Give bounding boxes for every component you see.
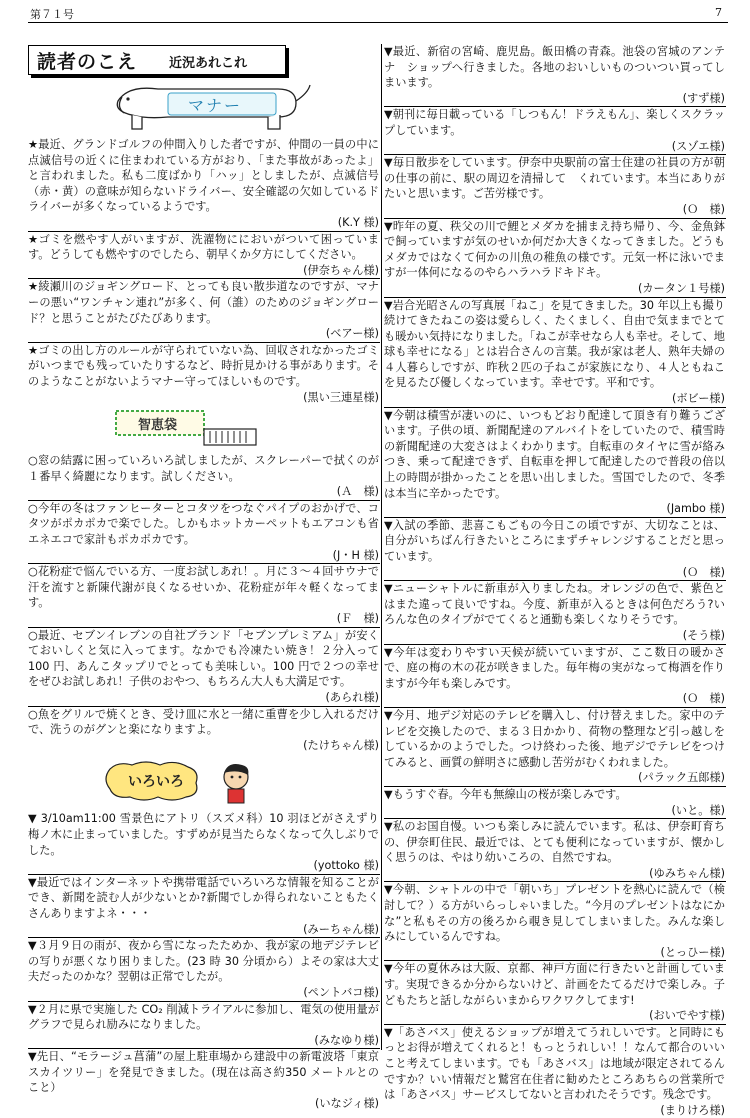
list-item: ○今年の冬はファンヒーターとコタツをつなぐパイプのおかげで、コタツがポカポカで楽でした。しかもホットカーペットもエアコンも省エネエコで家計もポカポカです。 (J・H 様) [28,501,380,564]
list-item: ▼３月９日の雨が、夜から雪になったためか、我が家の地デジテレビの写りが悪くなり困りました。(23 時 30 分頃から）よその家は大丈夫だったのかな？翌朝は正常でしたが。 (ペントバコ様) [28,938,380,1001]
list-item: ★ゴミの出し方のルールが守られていない為、回収されなかったゴミがいつまでも残っていたりするなど、時折見かける事があります。そのようなことがないようマナー守ってほしいものです。 (黒い三連星様) [28,343,379,404]
left-column [28,45,391,1112]
list-item: ★最近、グランドゴルフの仲間入りした者ですが、仲間の一員の中に点滅信号の近くに住まわれている方がおり、「また事故があったよ」と言われました。私も二度ばかり「ハッ」としましたが、点滅信号（赤・黄）の意味が知らないドライバー、安全確認の欠如しているドライバーが多くなっているようです。 (K.Y 様) [28,137,380,232]
list-item: ▼今朝は積雪が凄いのに、いつもどおり配達して頂き有り難うございます。子供の頃、新聞配達のアルバイトをしていたので、積雪時の新聞配達の大変さはよくわかります。自転車のタイヤに雪が絡みつき、乗って配達できず、自転車を押して配達したので普段の倍以上の時間が掛かったことを思い出しました。雪国でしたので、冬季は本当に辛かったです。 (Jambo 様) [384,408,726,518]
list-item: ▼２月に県で実施した CO₂ 削減トライアルに参加し、電気の使用量がグラフで見られ励みになりました。 (みなゆり様) [28,1002,380,1050]
iroiro-list [28,811,391,1111]
list-item: ▼今月、地デジ対応のテレビを購入し、付け替えました。家中のテレビを交換したので、まる３日かかり、荷物の整理など引っ越しをしているかのようでした。つけ終わった後、地デジでテレビをつけてみると、画質の鮮明さに感動し苦労がむくわれました。 (パラック五郎様) [384,708,726,787]
page-number: 7 [715,6,722,19]
right-column [384,44,726,1118]
list-item: ▼入試の季節、悲喜こもごもの今日この頃ですが、大切なことは、自分がいちばん行きたいところにまずチャレンジすることだと思っています。 (Ｏ 様) [384,518,726,581]
list-item: ▼最近ではインターネットや携帯電話でいろいろな情報を知ることができ、新聞を読む人が少ないとか?新聞でしか得られないこともたくさんありますよネ・・・ (みーちゃん様) [28,875,380,938]
iroiro-label: いろいろ [128,774,184,791]
header-rule [28,22,728,23]
title-box [28,45,286,75]
list-item: ○窓の結露に困っていろいろ試しましたが、スクレーパーで拭くのが１番早く綺麗になります。試しください。 (Ａ 様) [28,453,380,501]
list-item: ▼昨年の夏、秩父の川で鯉とメダカを捕まえ持ち帰り、今、金魚鉢で飼っていますが気のせいか何だか大きくなってきました。どうもメダカではなくて何かの川魚の稚魚の様です。元気一杯に泳いでますが一体何になるのやらハラハラドキドキ。 (カータン１号様) [384,219,726,298]
list-item: ▼今年の夏休みは大阪、京都、神戸方面に行きたいと計画しています。実現できるか分からないけど、計画をたてるだけで楽しみ。子どもたちと話しながらいまからワクワクしてます! (おいでやす様) [384,961,726,1024]
list-item: ★綾瀬川のジョギングロード、とっても良い散歩道なのですが、マナーの悪い“ワンチャン連れ”が多く、何（誰）のためのジョギングロード？と思うことがたびたびあります。 (ベアー様) [28,279,380,342]
chie-list [28,453,380,753]
manner-heading [28,79,380,133]
list-item: ▼先日、“モラージュ菖蒲”の屋上駐車場から建設中の新電波塔「東京 スカイツリー」を発見できました。(現在は高さ約350 メートルとのこと） (いなジィ様) [28,1050,391,1111]
list-item: ▼最近、新宿の宮崎、鹿児島。飯田橋の青森。池袋の宮城のアンテナ ショップへ行きました。各地のおいしいものついつい買ってしまいます。 (すず様) [384,44,726,107]
list-item: ▼もうすぐ春。今年も無線山の桜が楽しみです。 (いと。様) [384,787,726,819]
list-item: ○最近、セブンイレブンの自社ブランド「セブンプレミアム」が安くておいしくと気に入ってます。なかでも冷凍たい焼き！２分入って 100 円、あんこタップリでとっても美味しい。100 円で２つの幸せをぜひお試しあれ！子供のおやつ、もちろん大人も大満足です。 (あられ様) [28,628,380,707]
list-item: ▼ニューシャトルに新車が入りましたね。オレンジの色で、紫色とはまた違って良いですね。今度、新車が入るときは何色だろう?いろんな色のタイプがでてくると通勤も楽しくなりそうです。 (そう様) [384,581,726,644]
list-item: ★ゴミを燃やす人がいますが、洗濯物ににおいがついて困っています。どうしても燃やすのでしたら、朝早くか夕方にしてください。 (伊奈ちゃん様) [28,232,380,280]
manner-label: マナー [188,96,243,115]
list-item: ▼毎日散歩をしています。伊奈中央駅前の富士住建の社員の方が朝の仕事の前に、駅の周辺を清掃して くれています。本当にありがたいと思います。ご苦労様です。 (Ｏ 様) [384,155,726,218]
column-divider [381,44,382,1050]
list-item: ○花粉症で悩んでいる方、一度お試しあれ！。月に３～４回サウナで汗を流すと新陳代謝が良くなるせいか、花粉症が年々軽くなってます。 (Ｆ 様) [28,564,380,627]
chie-badge-graphic [28,409,380,447]
page-subtitle: 近況あれこれ [169,56,248,71]
chie-heading [28,409,380,447]
list-item: ▼ 3/10am11:00 雪景色にアトリ（スズメ科）10 羽ほどがさえずり梅ノ木に止まっていました。すずめが見当たらなくなって久しぶりでした。 (yottoko 様) [28,811,380,874]
list-item: ▼今年は変わりやすい天候が続いていますが、ここ数日の暖かさで、庭の梅の木の花が咲きました。毎年梅の実がなって梅酒を作りますが今年も楽しみです。 (Ｏ 様) [384,645,726,708]
list-item: ▼「あさバス」使えるショップが増えてうれしいです。と同時にもっとお得が増えてくれると！もっとうれしい！！なんて都合のいいこと考えてしまいます。でも「あさバス」は地域が限定されてるんですか？いい情報だと鷲宮在住者に勧めたところあちらの営業所では「あさバス」サービスしてないと言われたそうです。残念です。 (まりけろ様) [384,1025,725,1117]
manner-list [28,137,380,405]
list-item: ○魚をグリルで焼くとき、受け皿に水と一緒に重曹を少し入れるだけで、洗うのがグンと楽になりますよ。 (たけちゃん様) [28,707,379,752]
issue-number: 第７１号 [30,8,74,21]
list-item: ▼朝刊に毎日載っている「しつもん！ドラえもん」、楽しくスクラップしています。 (スゾエ様) [384,107,726,155]
list-item: ▼私のお国自慢。いつも楽しみに読んでいます。私は、伊奈町育ちの、伊奈町住民、最近では、とても便利になっていますが、懐かしく思うのは、やはり幼いころの、自然ですね。 (ゆみちゃん様) [384,819,726,882]
chie-label: 智恵袋 [138,418,178,434]
iroiro-heading [28,759,380,805]
list-item: ▼岩合光昭さんの写真展「ねこ」を見てきました。30 年以上も撮り続けてきたねこの姿は愛らしく、たくましく、自由で気ままでとても暖かい気持になりました。「ねこが幸せなら人も幸せ。そして、地球も幸せになる」とは岩合さんの言葉。我が家は老人、熟年夫婦の４人暮らしですが、昨秋２匹の子ねこが家族になり、４人ともねこを見るたび優しくなっています。幸せです。平和です。 (ボビー様) [384,298,726,408]
page-title: 読者のこえ [37,51,138,73]
iroiro-badge-graphic [28,759,380,805]
list-item: ▼今朝、シャトルの中で「朝いち」プレゼントを熱心に読んで（検討して？）る方がいらっしゃいました。“今月のプレゼントはなにかな”と私もその方の後ろから覗き見してしまいました。みんな楽しみにしているんですね。 (とっひー様) [384,882,726,961]
